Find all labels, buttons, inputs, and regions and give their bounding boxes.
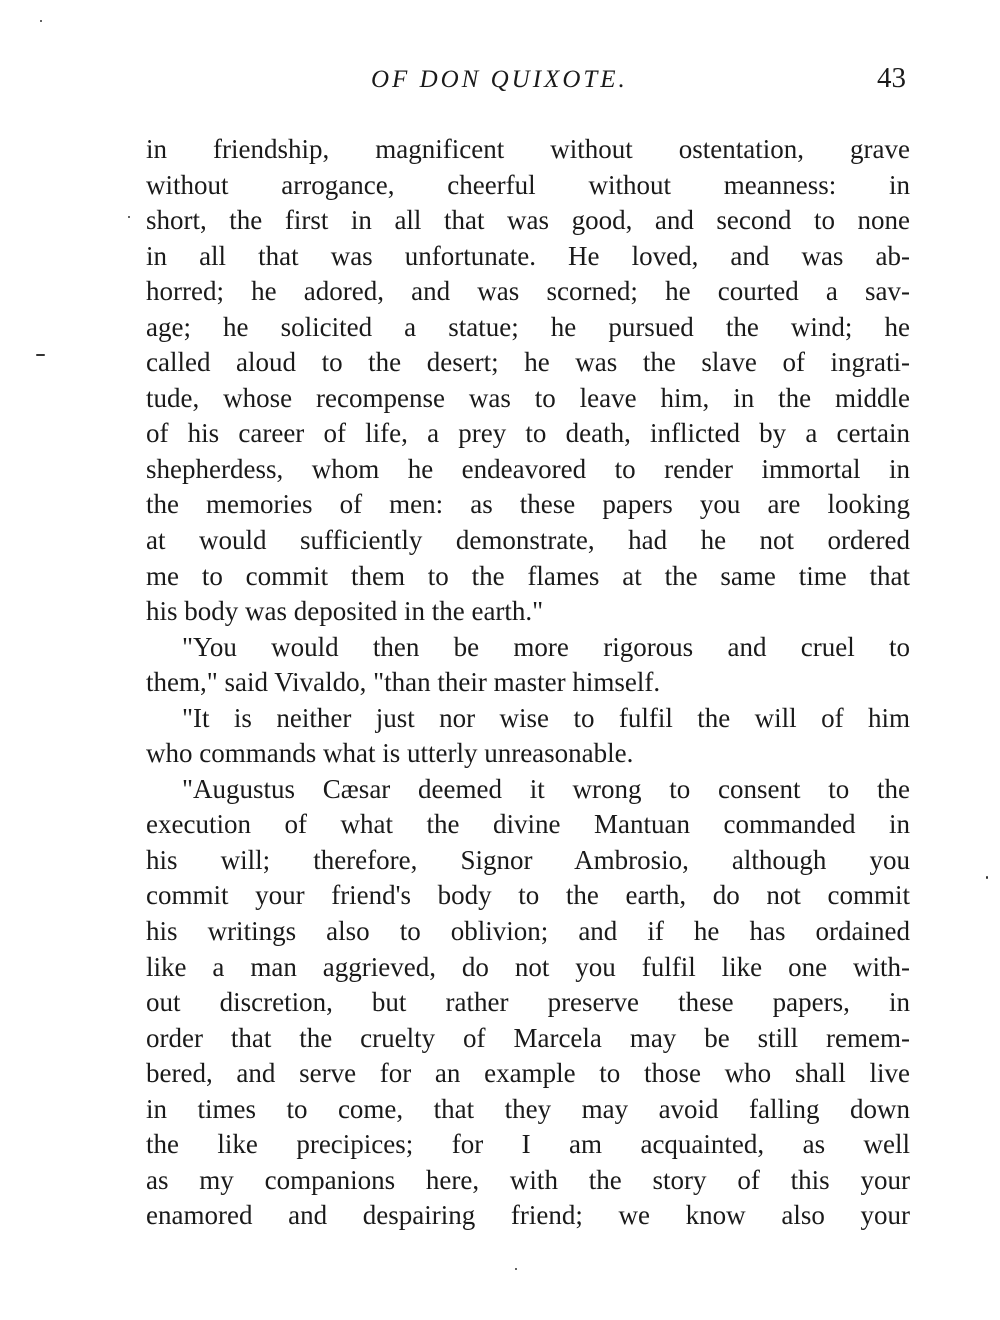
text-line: his writings also to oblivion; and if he has ordained: [146, 916, 910, 947]
body-text: [146, 132, 910, 1234]
text-line: in friendship, magnificent without ostentation, grave: [146, 134, 910, 164]
text-line: order that the cruelty of Marcela may be still remem-: [146, 1022, 910, 1053]
text-line: like a man aggrieved, do not you fulfil like one with-: [146, 951, 910, 982]
text-line: out discretion, but rather preserve these papers, in: [146, 987, 910, 1018]
text-line: bered, and serve for an example to those who shall live: [146, 1058, 910, 1089]
text-line: shepherdess, whom he endeavored to render immortal in: [146, 453, 910, 484]
text-line: short, the first in all that was good, and second to none: [146, 205, 910, 236]
page-number: 43: [877, 62, 906, 94]
scan-speck: [36, 354, 45, 356]
scan-speck: [986, 876, 988, 879]
text-line: "Augustus Cæsar deemed it wrong to consent to the: [182, 773, 910, 804]
text-line: commit your friend's body to the earth, do not commit: [146, 880, 910, 911]
text-line: them," said Vivaldo, "than their master himself.: [146, 667, 661, 698]
text-line: his body was deposited in the earth.": [146, 596, 544, 627]
text-line: enamored and despairing friend; we know also your: [146, 1200, 910, 1231]
text-line: at would sufficiently demonstrate, had he not ordered: [146, 525, 910, 556]
text-line: horred; he adored, and was scorned; he courted a sav-: [146, 276, 910, 307]
text-line: tude, whose recompense was to leave him, in the middle: [146, 382, 910, 413]
text-line: in all that was unfortunate. He loved, and was ab-: [146, 240, 910, 271]
text-line: execution of what the divine Mantuan commanded in: [146, 809, 910, 840]
scan-speck: [515, 1268, 517, 1270]
text-line: as my companions here, with the story of this your: [146, 1164, 910, 1195]
scan-speck: [128, 216, 130, 218]
text-line: who commands what is utterly unreasonable.: [146, 738, 634, 769]
text-line: of his career of life, a prey to death, inflicted by a certain: [146, 418, 910, 449]
scan-speck: [40, 20, 42, 22]
text-line: without arrogance, cheerful without meanness: in: [146, 169, 910, 200]
text-line: me to commit them to the flames at the same time that: [146, 560, 910, 591]
running-head: [146, 62, 910, 106]
text-line: the memories of men: as these papers you are looking: [146, 489, 910, 520]
text-line: called aloud to the desert; he was the slave of ingrati-: [146, 347, 910, 378]
running-title: OF DON QUIXOTE.: [371, 66, 628, 93]
text-line: his will; therefore, Signor Ambrosio, although you: [146, 844, 910, 875]
text-line: "You would then be more rigorous and cruel to: [182, 631, 910, 662]
text-line: in times to come, that they may avoid falling down: [146, 1093, 910, 1124]
text-line: the like precipices; for I am acquainted, as well: [146, 1129, 910, 1160]
text-line: age; he solicited a statue; he pursued the wind; he: [146, 311, 910, 342]
text-line: "It is neither just nor wise to fulfil the will of him: [182, 702, 910, 733]
